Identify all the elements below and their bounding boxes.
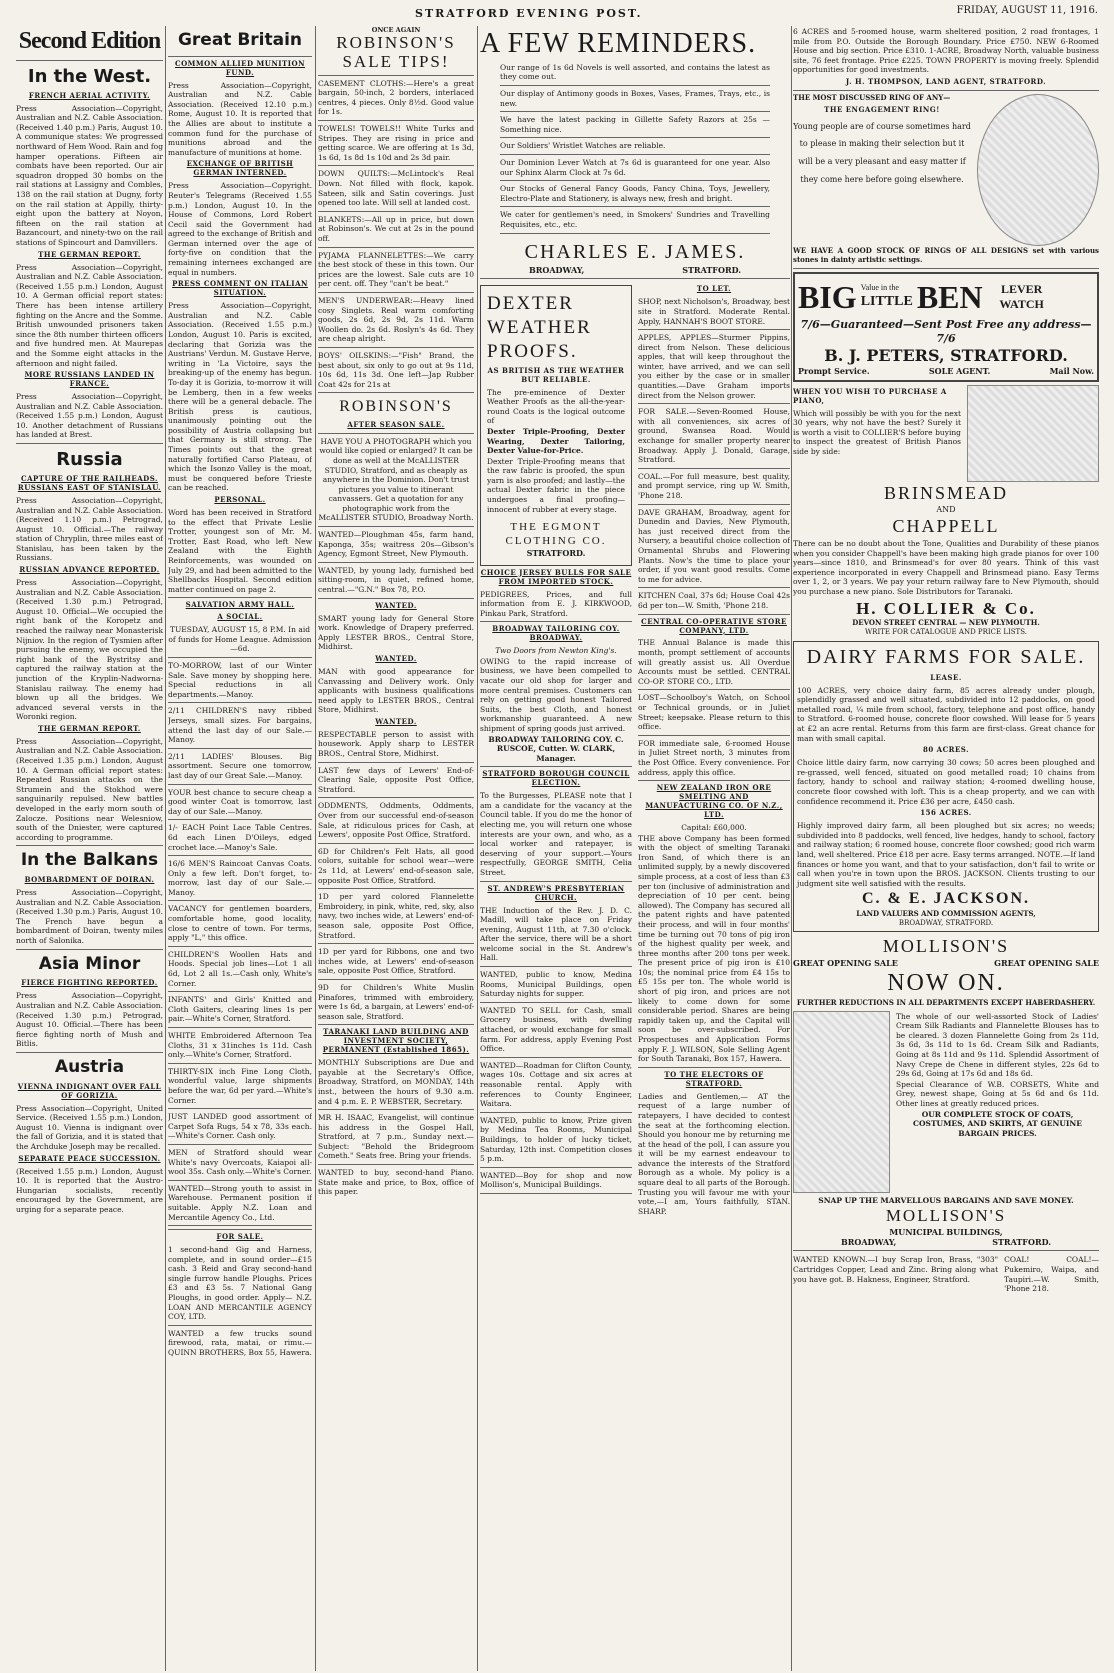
column-rule xyxy=(165,26,166,1671)
sale-tip-item: TOWELS! TOWELS!! White Turks and Stripes. They are rising in price and getting scarce. We are offering at 1s 3d, 1s 6d, 1s 8d 1s 10d and 2s 3d pair. xyxy=(318,124,474,162)
article-body: Press Association—Copyright, Australian and N.Z. Cable Association. (Received 1.35 p.m.) London, August 10. A German official report states: Repeated Russian attacks on the Strumein and the Stokhod were sanguinarily repulsed. New battles developed in the early morn south of Zalocze. Positions near Welesniow, south of the Dniester, were captured according to programme. xyxy=(16,736,163,842)
dairy-heading: DAIRY FARMS FOR SALE. xyxy=(806,646,1086,669)
reminder-item: We cater for gentlemen's need, in Smokers' Sundries and Travelling Requisites, etc., etc. xyxy=(500,210,770,229)
classified-ads xyxy=(638,333,790,614)
wanted-ad: RESPECTABLE person to assist with housework. Apply sharp to LESTER BROS., Central Store, Midhirst. xyxy=(318,729,474,759)
ring-body: Young people are of course sometimes hard to please in making their selection but it will be a very pleasant and easy matter if they come here before going elsewhere. xyxy=(793,121,971,184)
wanted-heading: WANTED. xyxy=(375,600,417,610)
opening-sale-right: GREAT OPENING SALE xyxy=(994,957,1099,968)
sale-tip-item: DOWN QUILTS:—McLintock's Real Down. Not filled with flock, kapok. Sateen, silk and Satin coverings. Just opened too late. Will sell at landed cost. xyxy=(318,169,474,208)
iron-capital: Capital: £60,000. xyxy=(681,822,747,832)
tailoring-subheading: Two Doors from Newton King's. xyxy=(495,646,617,656)
lewers-ads xyxy=(318,766,474,1026)
article-headline: FRENCH AERIAL ACTIVITY. xyxy=(28,90,151,100)
wanted-ad: WANTED, public to know, Prize given by Medina Tea Rooms, Municipal Buildings, to holder of lucky ticket, Saturday, 12th inst. Competition closes 5 p.m. xyxy=(480,1115,632,1164)
classified-ad: KITCHEN Coal, 37s 6d; House Coal 42s 6d per ton—W. Smith, 'Phone 218. xyxy=(638,591,790,610)
section-heading-great-britain: Great Britain xyxy=(177,30,303,50)
article-headline: CAPTURE OF THE RAILHEADS. RUSSIANS EAST OF STANISLAU. xyxy=(17,474,162,492)
coop-body: THE Annual Balance is made this month, prompt settlement of accounts will greatly assist us. All Overdue Accounts must be settled. CENTRAL CO-OP. STORE CO., LTD. xyxy=(638,638,790,686)
article-body: Press Association—Copyright, Australian and N.Z. Cable Association. (Received 1.40 p.m.) Paris, August 10. A communique states: We progressed northward of Hem Wood. Rain and fog hamper operations. Fifteen air combats have been reported. Our air squadron dropped 30 bombs on the rail stations at Lassigny and Combles, 138 on the rail station at Dugny, forty on the rail station at Appilly, thirty-eight upon the battery at Noyon, fifteen on the rail station at Bazancourt, and ninety-two on the rail stations of Spincourt and Damvillers. xyxy=(16,103,163,248)
lewers-ad: 6D for Children's Felt Hats, all good colors, suitable for school wear—were 2s 11d, at Lewers' end-of-season sale, opposite Post Office, Stratford. xyxy=(318,846,474,885)
electors-headline: TO THE ELECTORS OF STRATFORD. xyxy=(664,1069,764,1088)
notice-subheading: A SOCIAL. xyxy=(217,612,263,622)
collier-name: H. COLLIER & Co. xyxy=(856,598,1036,618)
scrap-iron-ad: WANTED KNOWN.—I buy Scrap Iron, Brass, "303" Cartridges Copper, Lead and Zinc. Bring along what you have got. B. Hakness, Engineer, Stratford. xyxy=(793,1255,999,1284)
article-headline: BOMBARDMENT OF DOIRAN. xyxy=(24,875,155,885)
sale-tip-item: BOYS' OILSKINS:—"Fish" Brand, the best about, six only to go out at 9s 11d, 10s 6d, 11s 3d. One left—Jap Rubber Coat 42s for 21s at xyxy=(318,350,474,389)
article-body: Press Association—Copyright, United Service. (Received 1.55 p.m.) London, August 10. Vienna is indignant over the fall of Gorizia, and it is stated that the Archduke Joseph may be recalled. xyxy=(16,1103,163,1151)
wanted-ad: MAN with good appearance for Canvassing and Delivery work. Only applicants with business qualifications need apply to LESTER BROS., Central Store, Midhirst. xyxy=(318,666,474,715)
lewers-ad: 1D per yard colored Flannelette Embroidery, in pink, white, red, sky, also navy, two inches wide, at Lewers' end-of-season sale, opposite Post Office, Stratford. xyxy=(318,892,474,940)
ring-ad xyxy=(793,94,1099,246)
section-heading-asia-minor: Asia Minor xyxy=(38,953,141,974)
column-great-britain xyxy=(168,26,312,1671)
reminders-title: A FEW REMINDERS. xyxy=(480,28,757,59)
article-headline: COMMON ALLIED MUNITION FUND. xyxy=(175,58,305,77)
tailoring-signature: BROADWAY TAILORING COY. C. RUSCOE, Cutter. W. CLARK, Manager. xyxy=(488,734,624,763)
classified-ad: WHITE Embroidered Afternoon Tea Cloths, 31 x 31inches 1s 11d. Cash only.—White's Corner, Stratford. xyxy=(168,1031,312,1060)
council-headline: STRATFORD BOROUGH COUNCIL ELECTION. xyxy=(482,769,630,788)
article-headline: THE GERMAN REPORT. xyxy=(38,723,141,733)
lewers-ad: 9D for Children's White Muslin Pinafores, trimmed with embroidery, were 1s 6d, a bargain, at Lewers' end-of-season sale, Stratford. xyxy=(318,982,474,1021)
reminder-item: Our range of 1s 6d Novels is well assorted, and contains the latest as they come out. xyxy=(500,62,770,82)
column-rule xyxy=(791,26,792,1671)
mollison-address xyxy=(793,1237,1099,1247)
council-body: To the Burgesses, PLEASE note that I am a candidate for the vacancy at the Council table. If you do me the honor of electing me, you will return one whose interests are your own, and who, as a local worker and ratepayer, is deserving of your support.—Yours respectfully, GEORGE SMITH, Celia Street. xyxy=(480,791,632,878)
article-body: Word has been received in Stratford to the effect that Private Leslie Trotter, youngest son of Mr. M. Trotter, East Road, who left New Zealand with the Eighth Reinforcements, was wounded on July 29, and had been admitted to the Shellbacks Hospital. Second edition matter continued on page 2. xyxy=(168,507,312,594)
coal-ad: COAL! COAL!—Pukemiro, Waipa, and Taupiri.—W. Smith, 'Phone 218. xyxy=(1004,1255,1099,1294)
sole-agent: SOLE AGENT. xyxy=(928,366,991,377)
bulls-body: PEDIGREES, Prices, and full information from E. J. KIRKWOOD, Pinkau Park, Stratford. xyxy=(480,589,632,618)
classified-ad: CHILDREN'S Woollen Hats and Hoods. Special job lines—Lot 1 all 6d, Lot 2 all 1s.—Cash only, White's Corner. xyxy=(168,949,312,988)
mollison-ad xyxy=(793,935,1099,1248)
classified-ads xyxy=(318,530,474,599)
lease-heading: LEASE. xyxy=(930,672,962,682)
lost-ad: LOST—Schoolboy's Watch, on School or Technical grounds, or in Juliet Street; keepsake. Please return to this office. xyxy=(638,693,790,732)
james-address xyxy=(480,265,790,275)
electors-body: Ladies and Gentlemen,— AT the request of a large number of ratepayers, I have decided to contest the seat at the forthcoming election. Should you honour me by returning me at the head of the poll, I can assure you it will be my earnest endeavour to advance the interests of the Stratford Borough as a whole. My policy is a square deal to all parts of the Borough. Trusting you will favour me with your vote,—I am, Yours faithfully, STAN. SHARP. xyxy=(638,1091,790,1216)
iron-body: THE above Company has been formed with the object of smelting Taranaki Iron Sand, of which there is an unlimited supply, by a newly discovered simple process, at a cost of less than £3 per ton (inclusive of administration and depreciation of 10 per cent. being allowed). The Company has secured all the patent rights and have patented their process, and will in four months' time be turning out 70 tons of pig iron of the highest quality per week, and three months after 200 tons per week. The present price of pig iron is £10 10s; the nominal price from £4 15s to £5 15s per ton. The whole world is short of pig iron, and prices are not likely to come down for some considerable period. Shares are being rapidly taken up, and the Capital will soon be over-subscribed. For Prospectuses and Application Forms apply F. J. WILSON, Sole Selling Agent for South Taranaki, Box 157, Hawera. xyxy=(638,833,790,1064)
sale-tips-list xyxy=(318,79,474,394)
acres-80-body: Choice little dairy farm, now carrying 30 cows; 50 acres been ploughed and re-grassed, well fenced, situated on good metalled road; 10 chains from factory, handy to school and railway station; 4-roomed dwelling house, concrete floor cowshed with loft. This is a cheap property, and we can with confidence recommend it. Price £36 per acre, £450 cash. xyxy=(797,758,1095,806)
society-body: MONTHLY Subscriptions are Due and payable at the Secretary's Office, Broadway, Stratford, on MONDAY, 14th inst., between the hours of 9.30 a.m. and 4 p.m. E. P. WEBSTER, Secretary. xyxy=(318,1058,474,1106)
society-headline: TARANAKI LAND BUILDING AND INVESTMENT SOCIETY, PERMANENT (Established 1865). xyxy=(322,1027,470,1055)
to-let-heading: TO LET. xyxy=(696,284,732,294)
classified-ad: 2/11 LADIES' Blouses. Big assortment. Secure one tomorrow, last day of our Great Sale.—Manoy. xyxy=(168,751,312,780)
article-body: Press Association—Copyright. Reuter's Telegrams (Received 1.55 p.m.) London, August 10. In the House of Commons, Lord Robert Cecil said the Government had agreed to the exchange of British and German interned over the age of forty-five on condition that the remaining internees exchanged are equal in numbers. xyxy=(168,181,312,277)
address-town: STRATFORD. xyxy=(682,265,742,276)
collier-catalogue: WRITE FOR CATALOGUE AND PRICE LISTS. xyxy=(864,628,1027,637)
column-4-right xyxy=(638,282,790,1217)
james-name: CHARLES E. JAMES. xyxy=(524,240,746,263)
sale-tip-item: BLANKETS:—All up in price, but down at Robinson's. We cut at 2s in the pound off. xyxy=(318,214,474,243)
classified-ad: 1/- EACH Point Lace Table Centres. 6d each Linen D'Oileys, edged crochet lace.—Manoy's Sale. xyxy=(168,823,312,852)
article-body: Press Association—Copyright, Australian and N.Z. Cable Association. (Received 1.55 p.m.) London, August 10. A German official report states: There has been intense artillery fighting on the Ancre and the Somme. British unwounded prisoners taken since the 8th number thirteen officers and five hundred men. At Maurepas and the Somme eight attacks in the afternoon and night failed. xyxy=(16,262,163,368)
piano-ad xyxy=(793,385,1099,482)
ring-heading: THE MOST DISCUSSED RING OF ANY— xyxy=(793,92,951,102)
guarantee-text: 7/6—Guaranteed—Sent Post Free any address—7/6 xyxy=(800,317,1092,345)
photo-studio-ad: HAVE YOU A PHOTOGRAPH which you would like copied or enlarged? It can be done as well at the McALLISTER STUDIO, Stratford, and as cheaply as anywhere in the Dominion. Don't trust pictures you value to itinerant canvassers. Get a quotation for any photographic work from the McALLISTER STUDIO, Broadway North. xyxy=(318,436,474,523)
wanted-ad: WANTED—Roadman for Clifton County, wages 10s. Cottage and six acres at reasonable rental. Apply with references to County Engineer, Waitara. xyxy=(480,1060,632,1109)
acres-156-heading: 156 ACRES. xyxy=(920,808,972,818)
dexter-title: DEXTER WEATHER PROOFS. xyxy=(487,293,592,362)
blouse-illustration xyxy=(793,1011,890,1193)
jackson-address: BROADWAY, STRATFORD. xyxy=(898,918,994,927)
couple-illustration xyxy=(977,94,1099,246)
lever-watch-text: LEVER WATCH xyxy=(999,281,1044,312)
acres-80-heading: 80 ACRES. xyxy=(922,745,970,755)
classified-ad: VACANCY for gentlemen boarders, comfortable home, good locality, close to centre of town. For terms, apply "L," this office. xyxy=(168,904,312,943)
article-body: Press Association—Copyright, Australian and N.Z. Cable Association. (Received 1.55 p.m.) London, August 10. Paris is excited, declaring that Gorizia was the Austrians' Verdun. M. Gustave Herve, writing in 'La Victoire, says the breaking-up of the enemy has begun. To-day it is Gorizia, to-morrow it will be Lemberg, then in a few weeks there will be a general debacle. The British press is cautious, unanimously pointing out the possibility of Austria collapsing but that Germany is still strong. The Times points out that the great naturally fortified Carso Plateau, of which the Isonzo Valley is the moat, must be conquered before Trieste can be reached. xyxy=(168,301,312,493)
wanted-ad: WANTED TO SELL for Cash, small Grocery business, with dwelling attached, or would exchange for small farm. For address, apply Evening Post Office. xyxy=(480,1005,632,1054)
classified-ad: THIRTY-SIX inch Fine Long Cloth, wonderful value, large shipments before the war, 6d per yard.—White's Corner. xyxy=(168,1066,312,1105)
dexter-ad xyxy=(480,285,632,565)
for-sale-body: 1 second-hand Gig and Harness, complete, and in sound order—£15 cash. 3 Reid and Gray second-hand single furrow handle Ploughs. Prices £3 and £3 5s. 7 National Gang Ploughs, in good order. Apply— N.Z. LOAN AND MERCANTILE AGENCY COY, LTD. xyxy=(168,1245,312,1322)
robinsons-store-name: ROBINSON'S xyxy=(339,398,453,416)
notice-headline: SALVATION ARMY HALL. xyxy=(185,600,295,610)
paper-title: STRATFORD EVENING POST. xyxy=(415,7,643,20)
section-heading-west: In the West. xyxy=(27,65,152,87)
classified-ad: COAL.—For full measure, best quality, and prompt service, ring up W. Smith, 'Phone 218. xyxy=(638,471,790,501)
egmont-name: THE EGMONT CLOTHING CO. xyxy=(505,521,607,548)
and-text: AND xyxy=(936,504,956,514)
article-body: Press Association—Copyright, Australian and N.Z. Cable Association. (Received 12.10 p.m.) Rome, August 10. It is reported that the Allies are about to institute a common fund for the purchase of munitions abroad and the manufacture of munitions at home. xyxy=(168,80,312,157)
peters-footer xyxy=(798,366,1094,376)
mollison-town: STRATFORD. xyxy=(992,1237,1052,1248)
reminder-item: Our Soldiers' Wristlet Watches are reliable. xyxy=(500,141,666,151)
robinsons-subheading: AFTER SEASON SALE. xyxy=(347,419,445,429)
acres-156-body: Highly improved dairy farm, all been ploughed but six acres; no weeds; subdivided into 8 paddocks, well fenced, live hedges, handy to school, factory and railway station; 6 roomed house, concrete floor cowshed; good rich warm land, well sheltered. Price £18 per acre. Easy terms arranged. NOTE.—If land finances or home you want, and that to your satisfaction, don't fail to write or call when you're in town upon the BROS. JACKSON. Clients trusting to our judgment site well satisfied with the results. xyxy=(797,821,1095,888)
section-heading-russia: Russia xyxy=(56,448,123,470)
article-body: Press Association—Copyright, Australian and N.Z. Cable Association. (Received 1.30 p.m.) Petrograd, August 10. Official—We occupied the right bank of the Koropetz and reached the railway near Monasterisk Nijniov. In the region of Tysmien after pursuing the enemy, we occupied the right bank of the Bystritsy and captured the railway station at the junction of the Kryplin-Nadworna-Stanislau railway. The enemy had blown up all the bridges. We advanced several versts in the Woronki region. xyxy=(16,578,163,722)
mollison-name: MOLLISON'S xyxy=(885,1206,1007,1226)
article-headline: EXCHANGE OF BRITISH GERMAN INTERNED. xyxy=(186,159,294,178)
article-headline: RUSSIAN ADVANCE REPORTED. xyxy=(19,565,160,575)
classified-ad: YOUR best chance to secure cheap a good winter Coat is tomorrow, last day of our Sale.—Manoy. xyxy=(168,787,312,816)
classified-ad: MEN of Stratford should wear White's navy Overcoats, Kaiapoi all-wool 35s. Cash only.—White's Corner. xyxy=(168,1147,312,1177)
edition-heading: Second Edition xyxy=(18,28,161,54)
classified-ad: FOR SALE.—Seven-Roomed House, with all conveniences, six acres of ground, Swansea Road. Would exchange for smaller property nearer Broadway. Apply J. Donald, Garage, Stratford. xyxy=(638,407,790,465)
bulls-headline: CHOICE JERSEY BULLS FOR SALE FROM IMPORTED STOCK. xyxy=(480,567,632,586)
reminder-item: Our display of Antimony goods in Boxes, Vases, Frames, Trays, etc., is new. xyxy=(500,89,770,108)
opening-sale-left: GREAT OPENING SALE xyxy=(793,957,898,968)
article-body: Press Association—Copyright, Australian and N.Z. Cable Association. (Received 1.30 p.m.) Petrograd, August 10. Official.—There has been fierce fighting north of Mush and Bitlis. xyxy=(16,991,163,1049)
column-rule xyxy=(477,26,478,1671)
classified-ad: APPLES, APPLES—Sturmer Pippins, direct from Nelson. These delicious apples, that will keep throughout the winter, have arrived, and we can sell you either by the case or in smaller quantities.—Dave Graham imports direct from the Nelson grower. xyxy=(638,333,790,400)
piano-illustration xyxy=(967,385,1099,482)
tailoring-body: OWING to the rapid increase of business, we have been compelled to vacate our old shop for larger and more central premises. Customers can rely on getting good honest Tailored Suits, the best Cloth, and honest workmanship guaranteed. A new shipment of spring goods just arrived. xyxy=(480,656,632,733)
lease-body: 100 ACRES, very choice dairy farm, 85 acres already under plough, splendidly grassed and well situated, subdivided into 12 paddocks, on good metalled road, ¼ mile from school, factory, telephone and post office, handy to Stratford. 6-roomed house, concrete floor cowshed. Will lease for 5 years at £2 an acre rental. Returns from this farm are first-class. Great chance for man with small capital. xyxy=(797,685,1095,743)
municipal-buildings: MUNICIPAL BUILDINGS, xyxy=(889,1226,1003,1237)
column-4-left xyxy=(480,282,632,1217)
classified-ad: WANTED—Strong youth to assist in Warehouse. Permanent position if suitable. Apply N.Z. Loan and Mercantile Agency Co., Ltd. xyxy=(168,1183,312,1222)
article-headline: THE GERMAN REPORT. xyxy=(38,249,141,259)
church-body: THE Induction of the Rev. J. D. C. Madill, will take place on Friday evening, August 11th, at 7.30 o'clock. After the service, there will be a short welcome social in the St. Andrew's Hall. xyxy=(480,905,632,963)
ring-subheading: THE ENGAGEMENT RING! xyxy=(824,104,940,114)
article-body: Press Association—Copyright, Australian and N.Z. Cable Association. (Received 1.55 p.m.) London, August 10. Another detachment of Russians has landed at Brest. xyxy=(16,392,163,440)
mollison-street: BROADWAY, xyxy=(840,1237,897,1248)
to-let-body: SHOP, next Nicholson's, Broadway, best site in Stratford. Moderate Rental. Apply, HANNAH'S BOOT STORE. xyxy=(638,297,790,326)
column-reminders xyxy=(480,26,790,1671)
iron-headline: NEW ZEALAND IRON ORE SMELTING AND MANUFACTURING CO. OF N.Z., LTD. xyxy=(645,783,783,820)
tailoring-headline: BROADWAY TAILORING COY. BROADWAY. xyxy=(492,624,620,643)
classified-ad: DAVE GRAHAM, Broadway, agent for Dunedin and Davies, New Plymouth, has just received direct from the Nursery, a beautiful choice collection of Ornamental Shrubs and Flowering Plants. Now's the time to place your order, if you want good results. Come to me for advice. xyxy=(638,507,790,584)
notice-body: TUESDAY, AUGUST 15, 8 P.M. In aid of funds for Home League. Admission—6d. xyxy=(168,625,312,654)
article-body: (Received 1.55 p.m.) London, August 10. It is reported that the Austro-Hungarian socialists, recently encouraged by the Government, are urging for a separate peace. xyxy=(16,1166,163,1214)
value-in-text: Value in the xyxy=(860,283,899,293)
wanted-piano-ad: WANTED to buy, second-hand Piano. State make and price, to Box, office of this paper. xyxy=(318,1168,474,1197)
section-heading-balkans: In the Balkans xyxy=(20,850,159,871)
masthead xyxy=(0,0,1114,22)
jackson-name: C. & E. JACKSON. xyxy=(861,890,1030,908)
robinsons-title: ROBINSON'S SALE TIPS! xyxy=(336,33,456,71)
dexter-list: Dexter Triple-Proofing, Dexter Wearing, Dexter Tailoring, Dexter Value-for-Price. xyxy=(487,426,625,456)
little-word: LITTLE xyxy=(860,294,913,310)
wanted-ad: WANTED—Boy for shop and now Mollison's, Municipal Buildings. xyxy=(480,1170,632,1190)
ad-kicker: ONCE AGAIN xyxy=(371,26,421,34)
egmont-town: STRATFORD. xyxy=(526,548,586,559)
jackson-subheading: LAND VALUERS AND COMMISSION AGENTS, xyxy=(856,908,1036,918)
piano-heading: WHEN YOU WISH TO PURCHASE A PIANO, xyxy=(793,386,947,405)
column-robinsons xyxy=(318,26,474,1671)
ben-word: BEN xyxy=(916,278,983,315)
reminders-list xyxy=(480,63,790,234)
classified-ad: INFANTS' and Girls' Knitted and Cloth Gaiters, clearing lines 1s per pair.—White's Corner, Stratford. xyxy=(168,995,312,1024)
evangelist-notice: MR H. ISAAC, Evangelist, will continue his address in the Gospel Hall, Stratford, at 7 p.m., Sunday next.—Subject: "Behold the Bridegroom Cometh." Seats free. Bring your friends. xyxy=(318,1113,474,1161)
dexter-body: The pre-eminence of Dexter Weather Proofs as the all-the-year-round Coats is the logical outcome of xyxy=(487,387,625,426)
classified-ad: 2/11 CHILDREN'S navy ribbed Jerseys, small sizes. For bargains, attend the last day of our Sale.—Manoy. xyxy=(168,706,312,745)
sale-tip-item: MEN'S UNDERWEAR:—Heavy lined cosy Singlets. Real warm comforting goods, 2s 6d, 2s 9d, 2s 11d. Warm Woollen do. 2s 6d. Roslyn's 4s 6d. They are cheap alright. xyxy=(318,295,474,344)
coop-headline: CENTRAL CO-OPERATIVE STORE COMPANY, LTD. xyxy=(641,616,787,635)
address-street: BROADWAY, xyxy=(528,265,585,276)
classified-ad: JUST LANDED good assortment of Carpet Sofa Rugs, 54 x 78, 33s each.—White's Corner. Cash only. xyxy=(168,1112,312,1141)
classified-ad: WANTED a few trucks sound firewood, rata, matai, or rimu.—QUINN BROTHERS, Box 55, Hawera. xyxy=(168,1328,312,1357)
for-sale-headline: FOR SALE. xyxy=(216,1232,264,1242)
article-body: Press Association—Copyright, Australian and N.Z. Cable Association. (Received 1.30 p.m.) Paris, August 10. The French have begun a bombardment of Doiran, twenty miles north of Salonika. xyxy=(16,888,163,946)
mail-now: Mail Now. xyxy=(1049,366,1094,377)
classified-ads xyxy=(168,661,312,1226)
article-headline: PRESS COMMENT ON ITALIAN SITUATION. xyxy=(172,279,308,298)
snap-up-text: SNAP UP THE MARVELLOUS BARGAINS AND SAVE MONEY. xyxy=(818,1195,1074,1205)
peters-name: B. J. PETERS, STRATFORD. xyxy=(824,345,1068,365)
mollison-title: MOLLISON'S xyxy=(882,935,1010,956)
piano-body-2: There can be no doubt about the Tone, Qualities and Durability of these pianos when you consider Chappell's have been making high grade pianos for over 100 years—since 1810, and Brinsmead's for over 80 years. Think of this vast experience incorporated in every Chappell and Brinsmead piano. Easy Terms over 1, 2, or 3 years. We pay your return railway fare to New Plymouth, should you purchase a new piano. Sole Distributors for Taranaki. xyxy=(793,538,1099,596)
collier-address: DEVON STREET CENTRAL — NEW PLYMOUTH. xyxy=(852,618,1040,628)
wanted-heading: WANTED. xyxy=(375,716,417,726)
reminder-item: Our Dominion Lever Watch at 7s 6d is guaranteed for one year. Also our Sphinx Alarm Clock at 7s 6d. xyxy=(500,157,770,177)
mollison-corsets: Special Clearance of W.B. CORSETS, White and Grey, newest shape, Going at 5s 6d and 6s 11d. Other lines at greatly reduced prices. xyxy=(896,1079,1099,1108)
reminder-item: Our Stocks of General Fancy Goods, Fancy China, Toys, Jewellery, Electro-Plate and Stationery, is always new, fresh and bright. xyxy=(500,184,770,203)
brinsmead-name: BRINSMEAD xyxy=(883,482,1008,503)
article-headline: SEPARATE PEACE SUCCESSION. xyxy=(18,1153,161,1163)
house-ad: FOR immediate sale, 6-roomed House in Juliet Street north, 3 minutes from the Post Office. Every convenience. For address, apply this office. xyxy=(638,738,790,777)
article-headline: MORE RUSSIANS LANDED IN FRANCE. xyxy=(24,370,155,389)
paper-date: FRIDAY, AUGUST 11, 1916. xyxy=(956,5,1098,16)
lewers-ad: LAST few days of Lewers' End-of-Clearing Sale, opposite Post Office, Stratford. xyxy=(318,765,474,794)
big-word: BIG xyxy=(798,278,857,315)
wanted-ad: SMART young lady for General Store work. Knowledge of Drapery preferred. Apply LESTER BROS., Central Store, Midhirst. xyxy=(318,613,474,652)
classified-ad: WANTED, by young lady, furnished bed sitting-room, in quiet, refined home, central.—"G.N." Box 78, P.O. xyxy=(318,565,474,595)
dairy-farms-ad xyxy=(793,641,1099,932)
little-block xyxy=(861,283,913,311)
column-ads-right xyxy=(793,26,1099,1671)
classified-ad: WANTED—Ploughman 45s, farm hand, Kaponga, 35s; waitress 20s—Gibson's Agency, Egmont Street, New Plymouth. xyxy=(318,530,474,559)
article-headline: PERSONAL. xyxy=(214,495,266,505)
lewers-ad: 1D per yard for Ribbons, one and two inches wide, at Lewers' end-of-season sale, opposite Post Office, Stratford. xyxy=(318,947,474,976)
property-listings: 6 ACRES and 5-roomed house, warm sheltered position, 2 road frontages, 1 mile from P.O. Outside the Borough Boundary. Price £750. NEW 6-Roomed House and big section. Price £310. 1-ACRE, Broadway North, valuable business site, 76 feet frontage. Price £225. TOWN PROPERTY is moving freely. Splendid opportunities for good investments. xyxy=(793,27,1099,75)
chappell-name: CHAPPELL xyxy=(892,515,1000,536)
mollison-stock: OUR COMPLETE STOCK OF COATS, COSTUMES, AND SKIRTS, AT GENUINE BARGAIN PRICES. xyxy=(913,1109,1082,1138)
classified-ad: TO-MORROW, last of our Winter Sale. Save money by shopping here. Special reductions in all departments.—Manoy. xyxy=(168,661,312,699)
reminder-item: We have the latest packing in Gillette Safety Razors at 25s —Something nice. xyxy=(500,115,770,134)
wanted-heading: WANTED. xyxy=(375,653,417,663)
article-headline: VIENNA INDIGNANT OVER FALL OF GORIZIA. xyxy=(17,1081,162,1100)
piano-body: Which will possibly be with you for the next 30 years, why not have the best? Surely it is worth a visit to COLLIER'S before buying to inspect the greatest of British Pianos side by side: xyxy=(793,408,961,456)
ring-footer: WE HAVE A GOOD STOCK OF RINGS OF ALL DESIGNS set with various stones in dainty artistic settings. xyxy=(793,245,1099,264)
sale-tip-item: PYJAMA FLANNELETTES:—We carry the best stock of these in this town. Our prices are the lowest. Sale cuts are 10 per cent. off. They "can't be beat." xyxy=(318,250,474,289)
now-on-text: NOW ON. xyxy=(887,969,1005,996)
dexter-subheading: AS BRITISH AS THE WEATHER BUT RELIABLE. xyxy=(487,365,625,384)
column-rule xyxy=(315,26,316,1671)
prompt-service: Prompt Service. xyxy=(798,366,870,377)
lewers-ad: ODDMENTS, Oddments, Oddments, Over from our successful end-of-season Sale, at ridiculous prices for Cash, at Lewers', opposite Post Office, Stratford. xyxy=(318,801,474,840)
thompson-name: J. H. THOMPSON, LAND AGENT, STRATFORD. xyxy=(845,76,1047,86)
mollison-body: The whole of our well-assorted Stock of Ladies' Cream Silk Radiants and Flannelette Blouses has to be cleared. 3 dozen Flannelette Going from 2s 11d, 3s 6d, 3s 11d to 1s 6d. Cream Silk and Radiants, Going at 8s 11d and 9s 11d. Splendid Assortment of Navy Crepe de Chene in different styles, 22s 6d to 29s 6d, Going at 17s 6d and 18s 6d. xyxy=(896,1011,1099,1079)
wanted-ad: WANTED, public to know, Medina Rooms, Municipal Buildings, open Saturday nights for supper. xyxy=(480,970,632,999)
further-reductions: FURTHER REDUCTIONS IN ALL DEPARTMENTS EXCEPT HABERDASHERY. xyxy=(796,997,1096,1007)
big-ben-ad xyxy=(793,272,1099,382)
church-headline: ST. ANDREW'S PRESBYTERIAN CHURCH. xyxy=(487,883,625,902)
article-headline: FIERCE FIGHTING REPORTED. xyxy=(21,978,158,988)
sale-tip-item: CASEMENT CLOTHS:—Here's a great bargain, 50-inch, 2 borders, interlaced centres, 4 pieces. Only 8½d. Good value for 1s. xyxy=(318,78,474,117)
section-heading-austria: Austria xyxy=(54,1056,125,1077)
opening-sale-row xyxy=(793,958,1099,968)
article-body: Press Association—Copyright, Australian and N.Z. Cable Association. (Received 1.10 p.m.) Petrograd, August 10. Official.—The railway station of Chryplin, three miles east of Stanislau, has been taken by the Russians. xyxy=(16,495,163,563)
wanted-ads xyxy=(480,970,632,1194)
dexter-body-2: Dexter Triple-Proofing means that the raw fabric is proofed, the spun yarn is also proofed; and lastly—the actual Dexter fabric in the piece undergoes a final proofing—innocent of rubber at every stage. xyxy=(487,456,625,514)
classified-ad: 16/6 MEN'S Raincoat Canvas Coats. Only a few left. Don't forget, to-morrow, last day of our Sale.—Manoy. xyxy=(168,859,312,897)
column-war-news xyxy=(16,26,163,1671)
